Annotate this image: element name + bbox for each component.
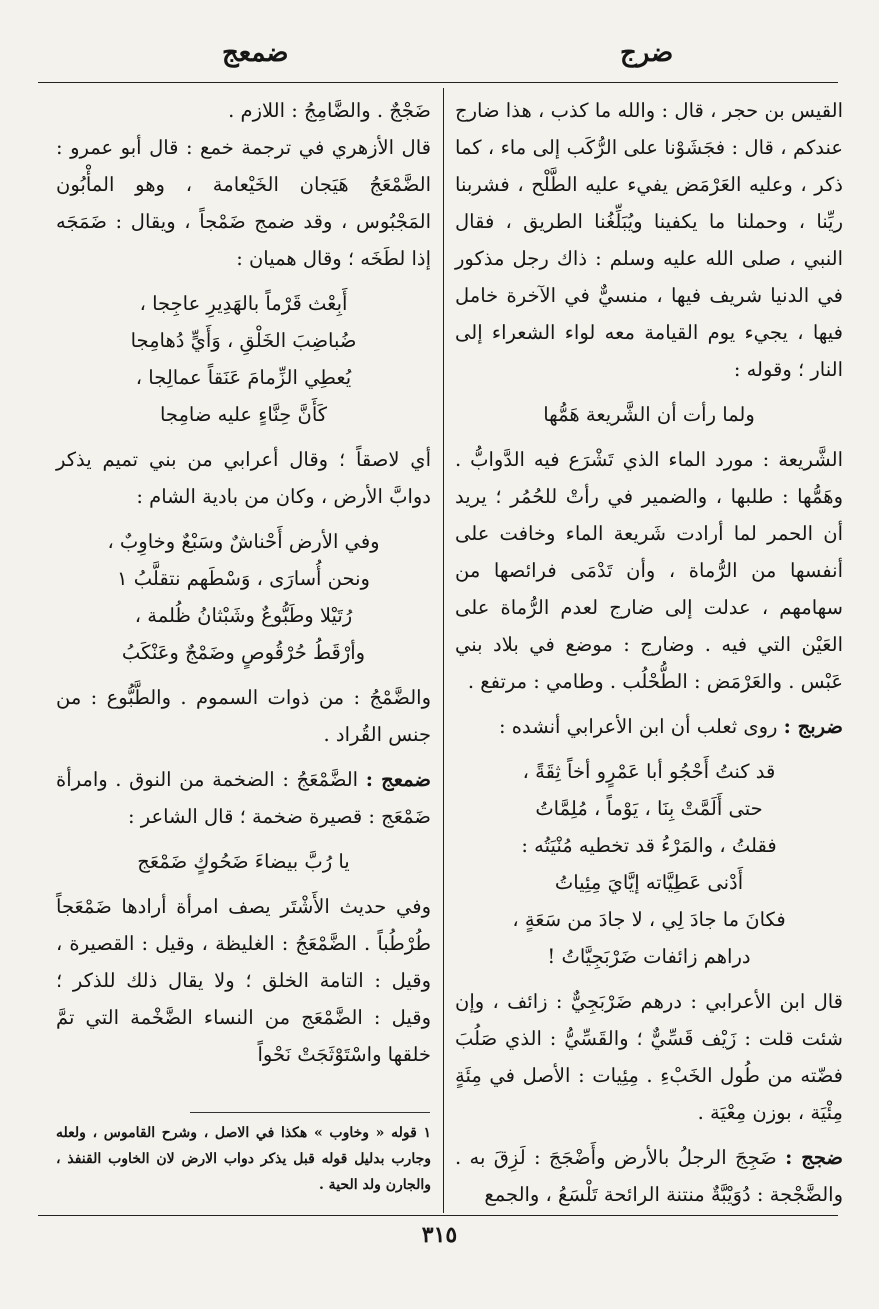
paragraph: قال ابن الأعرابي : درهم ضَرْبَجِيٌّ : زائف ، وإن شئت قلت : زَيْف قَسِّيٌّ ؛ والقَسِّيُّ : الذي صَلُبَ فضّته من طُول الخَبْءِ . مِئِيات : الأصل في مِئَةٍ مِئْيَة ، بوزن مِعْيَة . xyxy=(455,990,843,1124)
entry-text: الضَّمْعَجُ : الضخمة من النوق . وامرأة ضَمْعَج : قصيرة ضخمة ؛ قال الشاعر : xyxy=(56,768,431,828)
verse-line: وفي الأرض أَحْناشٌ وسَبْعٌ وخاوِبٌ ، xyxy=(107,530,380,553)
verse-line: ضُباضِبَ الخَلْقِ ، وَأَيٍّ دُهامِجا xyxy=(130,329,357,352)
verse-line: يُعطِي الزِّمامَ عَنَقاً عمالِجا ، xyxy=(135,366,352,389)
verse-line: حتى أَلَمَّتْ بِنَا ، يَوْماً ، مُلِمَّاتُ xyxy=(535,797,763,820)
verse-line: ونحن أُسارَى ، وَسْطَهم نتقلَّبُ ١ xyxy=(117,567,370,590)
spacer xyxy=(455,745,843,753)
verse-line: وأرْقَطُ حُرْقُوصٍ وضَمْجٌ وعَنْكَبُ xyxy=(121,641,366,664)
right-column xyxy=(455,92,843,1213)
spacer xyxy=(455,433,843,441)
dictionary-entry xyxy=(455,1139,843,1213)
paragraph: أي لاصقاً ؛ وقال أعرابي من بني تميم يذكر دوابَّ الأرض ، وكان من بادية الشام : xyxy=(56,448,431,508)
page-number: ٣١٥ xyxy=(421,1222,458,1248)
paragraph: الشَّريعة : مورد الماء الذي تَشْرَع فيه الدَّوابُّ . وهَمُّها : طلبها ، والضمير في رأتْ للحُمُر ؛ يريد أن الحمر لما أرادت شَريعة الماء وخافت على أنفسها من الرُّماة ، وأن تَدْمَى فرائصها من سهامهم ، عدلت إلى ضارج لعدم الرُّماة على العَيْن التي فيه . وضارج : موضع في بلاد بني عَبْس . والعَرْمَض : الطُّحْلُب . وطامي : مرتفع . xyxy=(455,448,843,693)
footnote: ١ قوله « وخاوب » هكذا في الاصل ، وشرح القاموس ، ولعله وجارب بدليل قوله قبل يذكر دواب الارض لان الخاوب القنفذ ، والجارن ولد الحية . xyxy=(56,1125,431,1193)
spacer xyxy=(56,835,431,843)
spacer xyxy=(455,700,843,708)
entry-headword: ضربج : xyxy=(783,715,843,738)
verse-line: أَبِعْث قَرْماً بالهَدِيرِ عاجِجا ، xyxy=(139,292,348,315)
spacer xyxy=(455,1131,843,1139)
dictionary-entry xyxy=(56,761,431,835)
spacer xyxy=(56,433,431,441)
column-divider xyxy=(443,88,444,1213)
dictionary-entry xyxy=(455,708,843,745)
running-head-right: ضرج xyxy=(620,38,674,68)
spacer xyxy=(455,975,843,983)
left-column xyxy=(56,92,431,1073)
spacer xyxy=(56,515,431,523)
spacer xyxy=(56,277,431,285)
header-rule xyxy=(38,82,838,83)
entry-headword: ضمعج : xyxy=(365,768,431,791)
running-head-left: ضمعج xyxy=(222,38,289,68)
verse-line: فكانَ ما جادَ لِي ، لا جادَ من سَعَةٍ ، xyxy=(512,908,786,931)
paragraph: القيس بن حجر ، قال : والله ما كذب ، هذا ضارج عندكم ، قال : فجَشَوْنا على الرُّكَب إلى ماء ، كما ذكر ، وعليه العَرْمَض يفيء عليه الطَّلْح ، فشربنا ريِّنا ، وحملنا ما يكفينا ويُبَلِّغُنا الطريق ، فقال النبي ، صلى الله عليه وسلم : ذاك رجل مذكور في الدنيا شريف فيها ، منسيٌّ في الآخرة خامل فيها ، يجيء يوم القيامة معه لواء الشعراء إلى النار ؛ وقوله : xyxy=(455,99,843,381)
spacer xyxy=(56,671,431,679)
verse-line: قد كنتُ أَحْجُو أبا عَمْرٍو أخاً ثِقَةً ، xyxy=(522,760,776,783)
verse-line: أَدْنى عَطِيَّاته إيَّايَ مِئِياتُ xyxy=(554,871,744,894)
verse-line: يا رُبَّ بيضاءَ ضَحُوكٍ ضَمْعَج xyxy=(137,850,350,873)
verse-line: رُتَيْلا وطَبُّوعٌ وشَبْثانُ ظُلمة ، xyxy=(134,604,353,627)
paragraph: والضَّمْجُ : من ذوات السموم . والطَّبُّوع : من جنس القُراد . xyxy=(56,686,431,746)
footnote-rule xyxy=(190,1112,430,1113)
footer-rule xyxy=(38,1215,838,1216)
entry-headword: ضجج : xyxy=(785,1146,843,1169)
entry-text: ضَجِجَ الرجلُ بالأرض وأَضْجَجَ : لَزِقَ به . والضَّجْجة : دُوَيْبَّةٌ منتنة الرائحة تَلْسَعُ ، والجمع xyxy=(455,1146,843,1206)
verse-line: كَأَنَّ حِنَّاءٍ عليه ضامِجا xyxy=(159,403,328,426)
paragraph: ضَجْجٌ . والضَّامِجُ : اللازم . xyxy=(228,99,431,122)
spacer xyxy=(56,880,431,888)
spacer xyxy=(56,753,431,761)
paragraph: وفي حديث الأَشْتَر يصف امرأة أرادها ضَمْعَجاً طُرْطُباً . الضَّمْعَجُ : الغليظة ، وقيل : القصيرة ، وقيل : التامة الخلق ؛ ولا يقال ذلك للذكر ؛ وقيل : الضَّمْعَج من النساء الضَّخْمة التي تمَّ خلقها واسْتَوْثَجَتْ نَحْواً xyxy=(56,895,431,1066)
paragraph: قال الأزهري في ترجمة خمع : قال أبو عمرو : الضَّمْعَجُ هَيَجان الخَيْعامة ، وهو المأْبُون المَجْبُوس ، وقد ضمج ضَمْجاً ، ويقال : ضَمَجَه إذا لطَخَه ؛ وقال هميان : xyxy=(56,136,431,270)
verse-line: دراهم زائفات ضَرْبَجِيَّاتُ ! xyxy=(547,945,751,968)
verse-line: فقلتُ ، والمَرْءُ قد تخطيه مُنْيَتُه : xyxy=(521,834,777,857)
verse-line: ولما رأت أن الشَّريعة هَمُّها xyxy=(543,403,755,426)
spacer xyxy=(455,388,843,396)
entry-text: روى ثعلب أن ابن الأعرابي أنشده : xyxy=(499,715,784,738)
